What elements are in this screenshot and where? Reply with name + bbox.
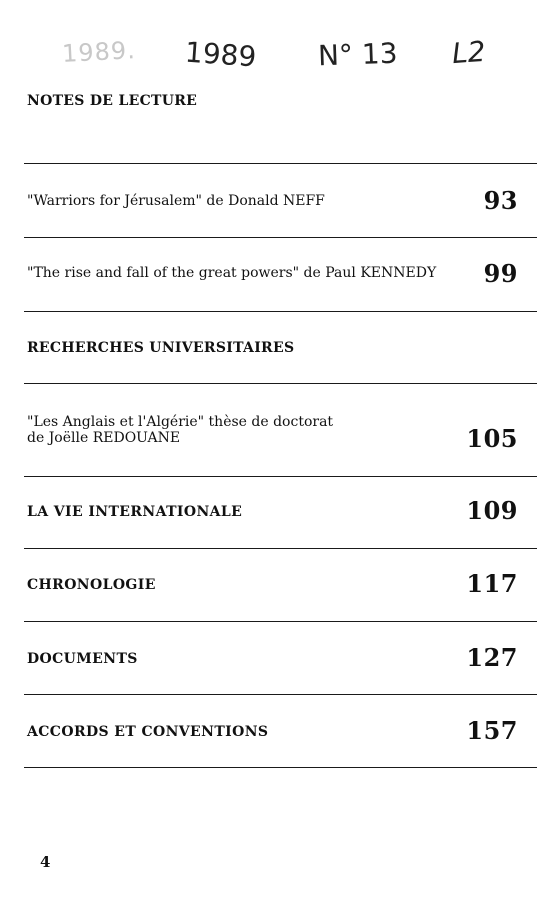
divider-rule (24, 311, 537, 312)
toc-entry-title: "Warriors for Jérusalem" de Donald NEFF (27, 193, 325, 209)
divider-rule (24, 163, 537, 164)
toc-entry-title: CHRONOLOGIE (27, 577, 156, 593)
toc-entry-page: 93 (483, 186, 518, 215)
handwritten-code: L2 (450, 34, 487, 71)
toc-entry-title: LA VIE INTERNATIONALE (27, 504, 243, 520)
toc-entry-title: "The rise and fall of the great powers" de Paul KENNEDY (27, 265, 437, 281)
toc-entry-page: 117 (466, 569, 518, 598)
section-heading-notes-de-lecture: NOTES DE LECTURE (27, 93, 198, 109)
handwritten-issue-number: N° 13 (317, 36, 399, 73)
handwritten-year: 1989 (183, 35, 258, 74)
page-number-folio: 4 (40, 853, 51, 871)
divider-rule (24, 548, 537, 549)
toc-entry-title-line2: de Joëlle REDOUANE (27, 430, 181, 446)
divider-rule (24, 621, 537, 622)
toc-entry-title: ACCORDS ET CONVENTIONS (27, 724, 269, 740)
divider-rule (24, 694, 537, 695)
toc-entry-page: 157 (466, 716, 518, 745)
section-heading-recherches-universitaires: RECHERCHES UNIVERSITAIRES (27, 340, 295, 356)
toc-entry-page: 105 (466, 424, 518, 453)
divider-rule (24, 383, 537, 384)
divider-rule (24, 476, 537, 477)
toc-entry-title: DOCUMENTS (27, 651, 138, 667)
toc-entry-title-line1: "Les Anglais et l'Algérie" thèse de doctorat (27, 414, 334, 430)
toc-entry-page: 109 (466, 496, 518, 525)
toc-entry-page: 99 (483, 259, 518, 288)
handwritten-faded-note: 1989. (61, 36, 137, 68)
divider-rule (24, 237, 537, 238)
toc-entry-page: 127 (466, 643, 518, 672)
divider-rule (24, 767, 537, 768)
